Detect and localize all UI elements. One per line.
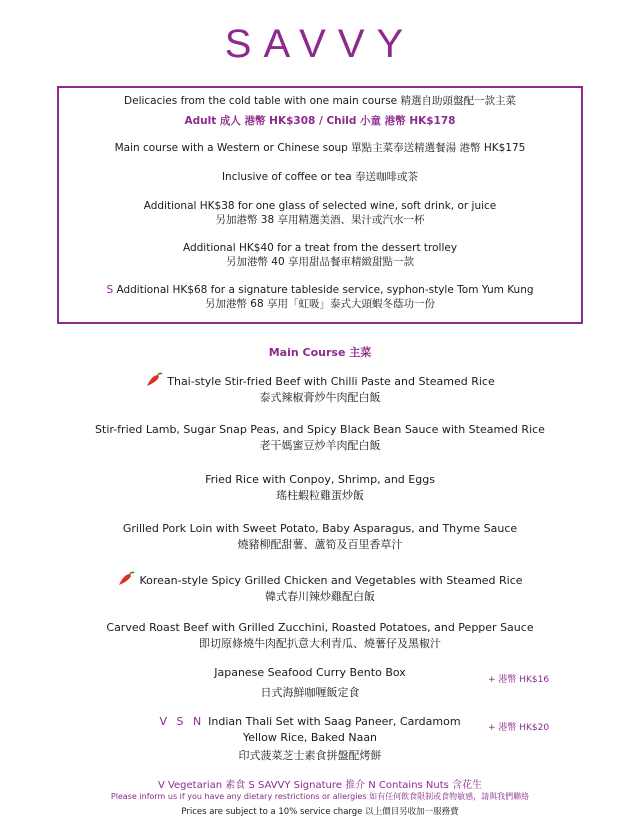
dish-name-en: Japanese Seafood Curry Bento Box: [214, 666, 406, 679]
dietary-marks: V S N: [159, 715, 205, 728]
signature-mark: S: [106, 284, 114, 296]
set-menu-info-box: [57, 86, 583, 324]
dish-name-en: Korean-style Spicy Grilled Chicken and Vegetables with Steamed Rice: [0, 571, 640, 589]
info-main-course-soup: Main course with a Western or Chinese soup 單點主菜奉送精選餐湯 港幣 HK$175: [114, 142, 526, 154]
info-wine-en: Additional HK$38 for one glass of selected wine, soft drink, or juice: [143, 200, 497, 212]
dish-name-en: Thai-style Stir-fried Beef with Chilli Paste and Steamed Rice: [0, 372, 640, 390]
dish-name-en: Grilled Pork Loin with Sweet Potato, Baby Asparagus, and Thyme Sauce: [122, 522, 518, 535]
chili-icon: [145, 372, 163, 388]
dish-name-en: Fried Rice with Conpoy, Shrimp, and Eggs: [205, 473, 435, 486]
chili-icon: [117, 571, 135, 587]
dietary-legend: V Vegetarian 素食 S SAVVY Signature 推介 N Contains Nuts 含花生: [157, 780, 483, 791]
surcharge-curry-bento: + 港幣 HK$16: [488, 675, 550, 685]
allergy-notice: Please inform us if you have any dietary restrictions or allergies 如有任何飲食限制或食物敏感，請與我們聯絡: [110, 792, 530, 801]
info-coffee-tea: Inclusive of coffee or tea 奉送咖啡或茶: [221, 171, 419, 183]
info-tom-yum-en: [59, 283, 581, 297]
dish-thai-beef: [0, 372, 640, 406]
dish-name-en: Stir-fried Lamb, Sugar Snap Peas, and Spicy Black Bean Sauce with Steamed Rice: [95, 423, 545, 436]
service-charge-notice: Prices are subject to a 10% service charge 以上價目另收加一服務費: [181, 807, 459, 817]
dish-name-zh: 即切原條燒牛肉配扒意大利青瓜、燒薯仔及黑椒汁: [199, 637, 441, 650]
main-course-title: Main Course 主菜: [268, 346, 372, 359]
info-dessert-en: Additional HK$40 for a treat from the dessert trolley: [182, 242, 458, 254]
savvy-logo: SAVVY: [224, 22, 416, 66]
dish-name-zh: 日式海鮮咖喱飯定食: [260, 686, 360, 699]
dish-pork-loin: [0, 521, 640, 553]
info-cold-table: Delicacies from the cold table with one main course 精選自助頭盤配一款主菜: [124, 95, 516, 107]
dish-name-zh: 韓式春川辣炒雞配白飯: [265, 590, 375, 603]
dish-name-en: Carved Roast Beef with Grilled Zucchini, Roasted Potatoes, and Pepper Sauce: [106, 621, 534, 634]
dish-name-zh: 印式菠菜芝士素食拼盤配烤餅: [238, 749, 382, 762]
info-wine-zh: 另加港幣 38 享用精選美酒、果汁或汽水一杯: [215, 214, 425, 226]
dish-fried-rice: [0, 472, 640, 504]
dish-name-en: V S N Indian Thali Set with Saag Paneer, Cardamom: [159, 715, 461, 728]
dish-name-zh: 老干媽蜜豆炒羊肉配白飯: [259, 439, 381, 452]
dish-roast-beef: [0, 620, 640, 652]
dish-name-en-line2: Yellow Rice, Baked Naan: [242, 731, 378, 744]
info-tom-yum-zh: 另加港幣 68 享用「虹吸」泰式大頭蝦冬蔭功一份: [204, 298, 436, 310]
dish-name-zh: 燒豬柳配甜薯、蘆筍及百里香草汁: [237, 538, 403, 551]
dish-lamb: [0, 422, 640, 454]
info-adult-child-price: Adult 成人 港幣 HK$308 / Child 小童 港幣 HK$178: [184, 115, 456, 127]
dish-korean-chicken: [0, 571, 640, 605]
dish-name-zh: 泰式辣椒膏炒牛肉配白飯: [259, 391, 381, 404]
surcharge-indian-thali: + 港幣 HK$20: [488, 723, 550, 733]
dish-name-zh: 瑤柱蝦粒雞蛋炒飯: [276, 489, 364, 502]
info-tom-yum-text: Additional HK$68 for a signature tableside service, syphon-style Tom Yum Kung: [116, 284, 534, 296]
info-dessert-zh: 另加港幣 40 享用甜品餐車精緻甜點一款: [225, 256, 415, 268]
